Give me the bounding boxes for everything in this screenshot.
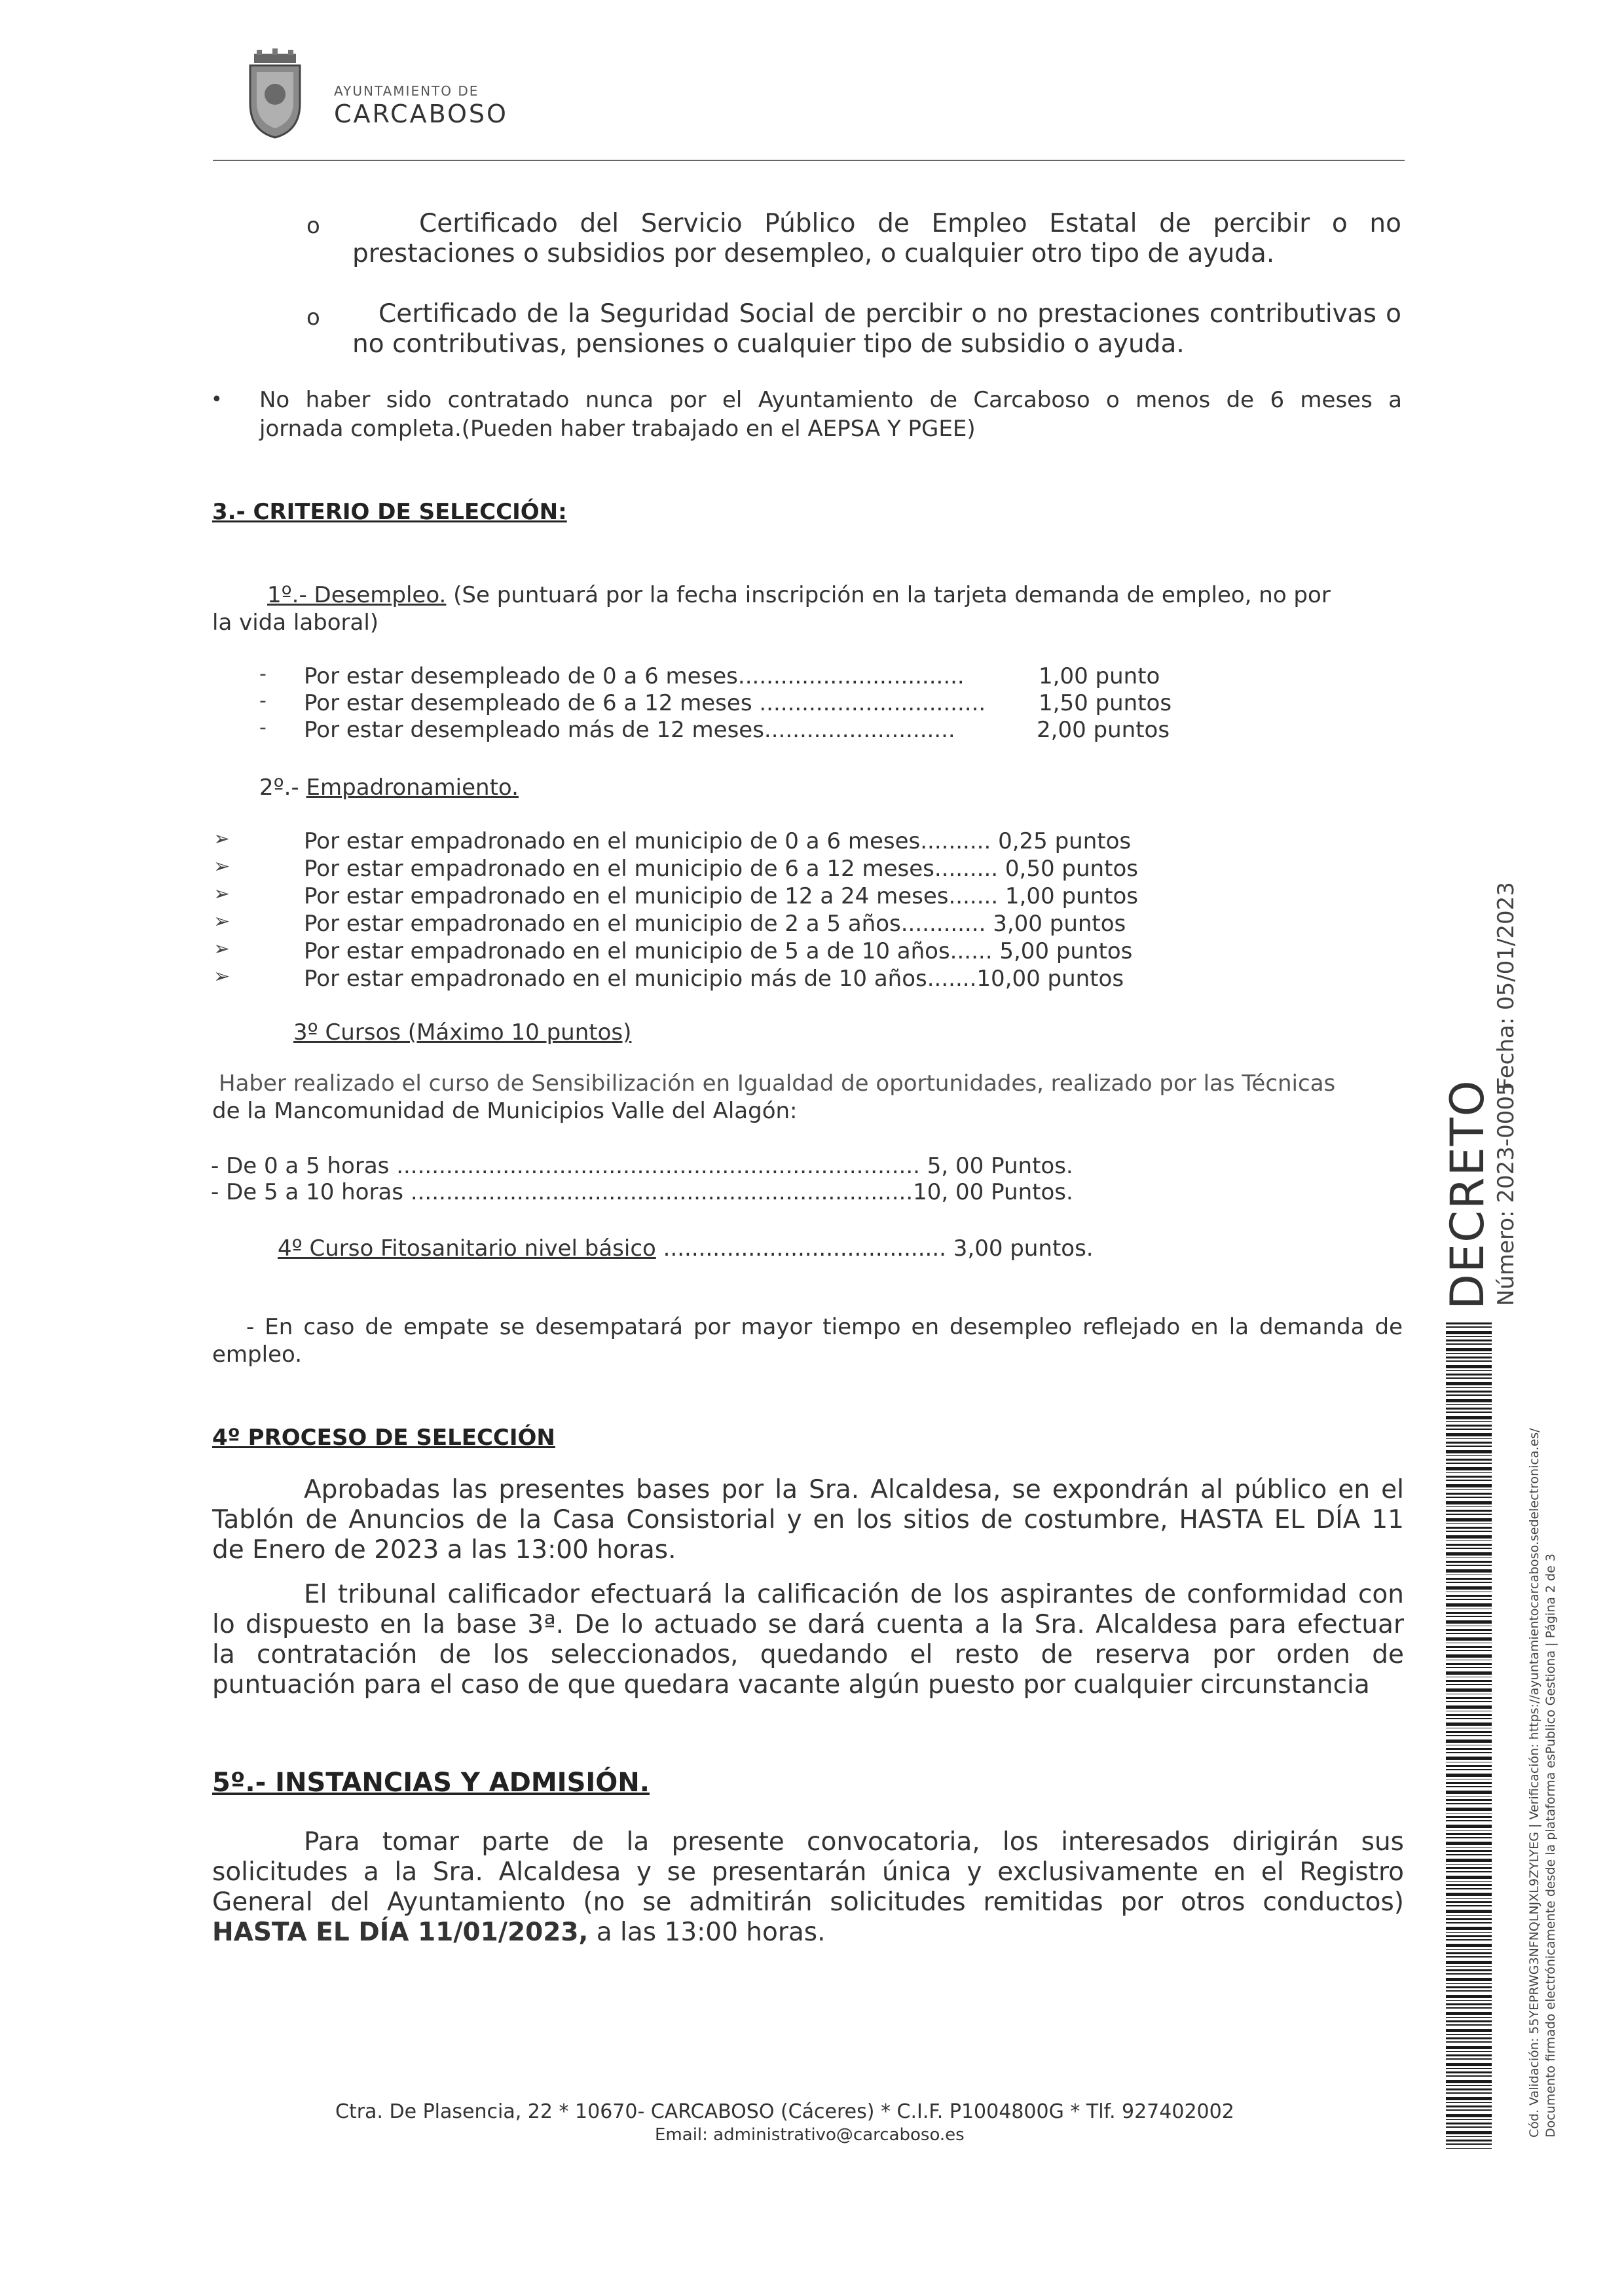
header-rule [213, 160, 1405, 161]
criterion-1-note-cont: la vida laboral) [212, 610, 379, 636]
registration-item: Por estar empadronado en el municipio de 12 a 24 meses....... 1,00 puntos [304, 883, 1138, 909]
deadline-text: HASTA EL DÍA 11/01/2023, [212, 1918, 589, 1947]
applications-paragraph-line [212, 1917, 826, 1948]
sub-item-marker: o [306, 304, 320, 331]
bullet-dot: • [211, 388, 223, 411]
tribunal-paragraph-line: puntuación para el caso de que quedara vacante algún puesto por cualquier circunstancia [212, 1670, 1370, 1700]
header-subtitle: AYUNTAMIENTO DE [334, 83, 479, 99]
arrow-marker: ➢ [213, 855, 231, 878]
unemployment-points: 1,00 punto [1039, 663, 1160, 689]
stamp-number: Número: 2023-0005 [1493, 1082, 1519, 1306]
criterion-3-desc: Haber realizado el curso de Sensibilización en Igualdad de oportunidades, realizado por las Técnicas [219, 1070, 1336, 1097]
unemployment-item: Por estar desempleado de 6 a 12 meses ................................ [304, 690, 986, 716]
registration-item: Por estar empadronado en el municipio de 6 a 12 meses......... 0,50 puntos [304, 856, 1138, 882]
applications-paragraph-line: Para tomar parte de la presente convocatoria, los interesados dirigirán sus [304, 1827, 1404, 1857]
stamp-decreto: DECRETO [1441, 1079, 1494, 1309]
sub-item-line: no contributivas, pensiones o cualquier tipo de subsidio o ayuda. [352, 329, 1185, 359]
bullet-line: jornada completa.(Pueden haber trabajado en el AEPSA Y PGEE) [259, 416, 976, 442]
barcode [1446, 1322, 1492, 2149]
section-5-heading: 5º.- INSTANCIAS Y ADMISIÓN. [212, 1768, 650, 1798]
selection-paragraph-line: de Enero de 2023 a las 13:00 horas. [212, 1535, 676, 1565]
course-item: - De 0 a 5 horas .......................................................................... 5, 00 Puntos. [211, 1153, 1073, 1179]
header-title: CARCABOSO [334, 100, 508, 128]
dash-marker: - [259, 716, 267, 739]
arrow-marker: ➢ [213, 883, 231, 905]
applications-paragraph-line: General del Ayuntamiento (no se admitirán solicitudes remitidas por otros conductos) [212, 1887, 1404, 1917]
registration-item: Por estar empadronado en el municipio más de 10 años.......10,00 puntos [304, 966, 1124, 992]
criterion-3-desc: de la Mancomunidad de Municipios Valle del Alagón: [212, 1098, 798, 1124]
tie-break-line: - En caso de empate se desempatará por mayor tiempo en desempleo reflejado en la demanda de [246, 1314, 1403, 1340]
header [242, 47, 1421, 172]
registration-item: Por estar empadronado en el municipio de 2 a 5 años............ 3,00 puntos [304, 911, 1126, 937]
arrow-marker: ➢ [213, 965, 231, 988]
registration-item: Por estar empadronado en el municipio de 5 a de 10 años...... 5,00 puntos [304, 938, 1133, 964]
sub-item-line: prestaciones o subsidios por desempleo, o cualquier otro tipo de ayuda. [352, 239, 1275, 268]
deadline-time: a las 13:00 horas. [588, 1918, 826, 1947]
sub-item-marker: o [306, 213, 320, 239]
stamp-date: Fecha: 05/01/2023 [1493, 882, 1519, 1090]
sub-item-line: Certificado del Servicio Público de Empleo Estatal de percibir o no [419, 209, 1401, 238]
sub-item-line: Certificado de la Seguridad Social de percibir o no prestaciones contributivas o [378, 299, 1401, 329]
unemployment-points: 1,50 puntos [1039, 690, 1172, 716]
selection-paragraph-line: Aprobadas las presentes bases por la Sra. Alcaldesa, se expondrán al público en el [304, 1475, 1404, 1504]
section-3-heading: 3.- CRITERIO DE SELECCIÓN: [212, 499, 567, 525]
criterion-2-title: Empadronamiento. [306, 774, 519, 801]
tribunal-paragraph-line: lo dispuesto en la base 3ª. De lo actuado se dará cuenta a la Sra. Alcaldesa para efectuar [212, 1610, 1404, 1639]
arrow-marker: ➢ [213, 910, 231, 933]
section-4-heading: 4º PROCESO DE SELECCIÓN [212, 1425, 555, 1451]
stamp-signature-note: Documento firmado electrónicamente desde la plataforma esPublico Gestiona | Página 2 de 3 [1543, 1554, 1558, 2138]
registration-item: Por estar empadronado en el municipio de 0 a 6 meses.......... 0,25 puntos [304, 828, 1132, 854]
unemployment-item: Por estar desempleado de 0 a 6 meses................................ [304, 663, 965, 689]
dash-marker: - [259, 689, 267, 712]
criterion-2-prefix: 2º.- [259, 774, 306, 801]
criterion-4-title: 4º Curso Fitosanitario nivel básico [278, 1235, 656, 1262]
stamp-validation: Cód. Validación: 55YEPRWG3NFNQLNJXL9ZYLYEG | Verificación: https://ayuntamientocarcaboso.sedelectronica.es/ [1527, 1428, 1541, 2138]
footer-address: Ctra. De Plasencia, 22 * 10670- CARCABOSO (Cáceres) * C.I.F. P1004800G * Tlf. 927402002 [335, 2100, 1234, 2123]
applications-paragraph-line: solicitudes a la Sra. Alcaldesa y se presentarán única y exclusivamente en el Registro [212, 1857, 1404, 1887]
coat-of-arms-logo [242, 48, 308, 140]
tribunal-paragraph-line: El tribunal calificador efectuará la calificación de los aspirantes de conformidad con [304, 1580, 1404, 1609]
criterion-2 [259, 773, 519, 803]
criterion-1-note: (Se puntuará por la fecha inscripción en la tarjeta demanda de empleo, no por [446, 582, 1331, 608]
criterion-1 [267, 580, 1403, 610]
unemployment-points: 2,00 puntos [1037, 717, 1170, 743]
arrow-marker: ➢ [213, 938, 231, 960]
course-item: - De 5 a 10 horas .......................................................................10, 00 Puntos. [211, 1179, 1073, 1205]
tribunal-paragraph-line: la contratación de los seleccionados, quedando el resto de reserva por orden de [212, 1640, 1404, 1669]
criterion-1-title: 1º.- Desempleo. [267, 582, 447, 608]
tie-break-line: empleo. [212, 1341, 302, 1368]
selection-paragraph-line: Tablón de Anuncios de la Casa Consistorial y en los sitios de costumbre, HASTA EL DÍA 11 [212, 1505, 1404, 1535]
bullet-line: No haber sido contratado nunca por el Ayuntamiento de Carcaboso o menos de 6 meses a [259, 387, 1402, 413]
unemployment-item: Por estar desempleado más de 12 meses........................... [304, 717, 955, 743]
criterion-4-points: ........................................ 3,00 puntos. [655, 1235, 1094, 1262]
footer-email: Email: administrativo@carcaboso.es [655, 2125, 965, 2145]
criterion-4 [278, 1233, 1094, 1264]
arrow-marker: ➢ [213, 828, 231, 850]
dash-marker: - [259, 663, 267, 685]
criterion-3-title: 3º Cursos (Máximo 10 puntos) [293, 1019, 632, 1046]
